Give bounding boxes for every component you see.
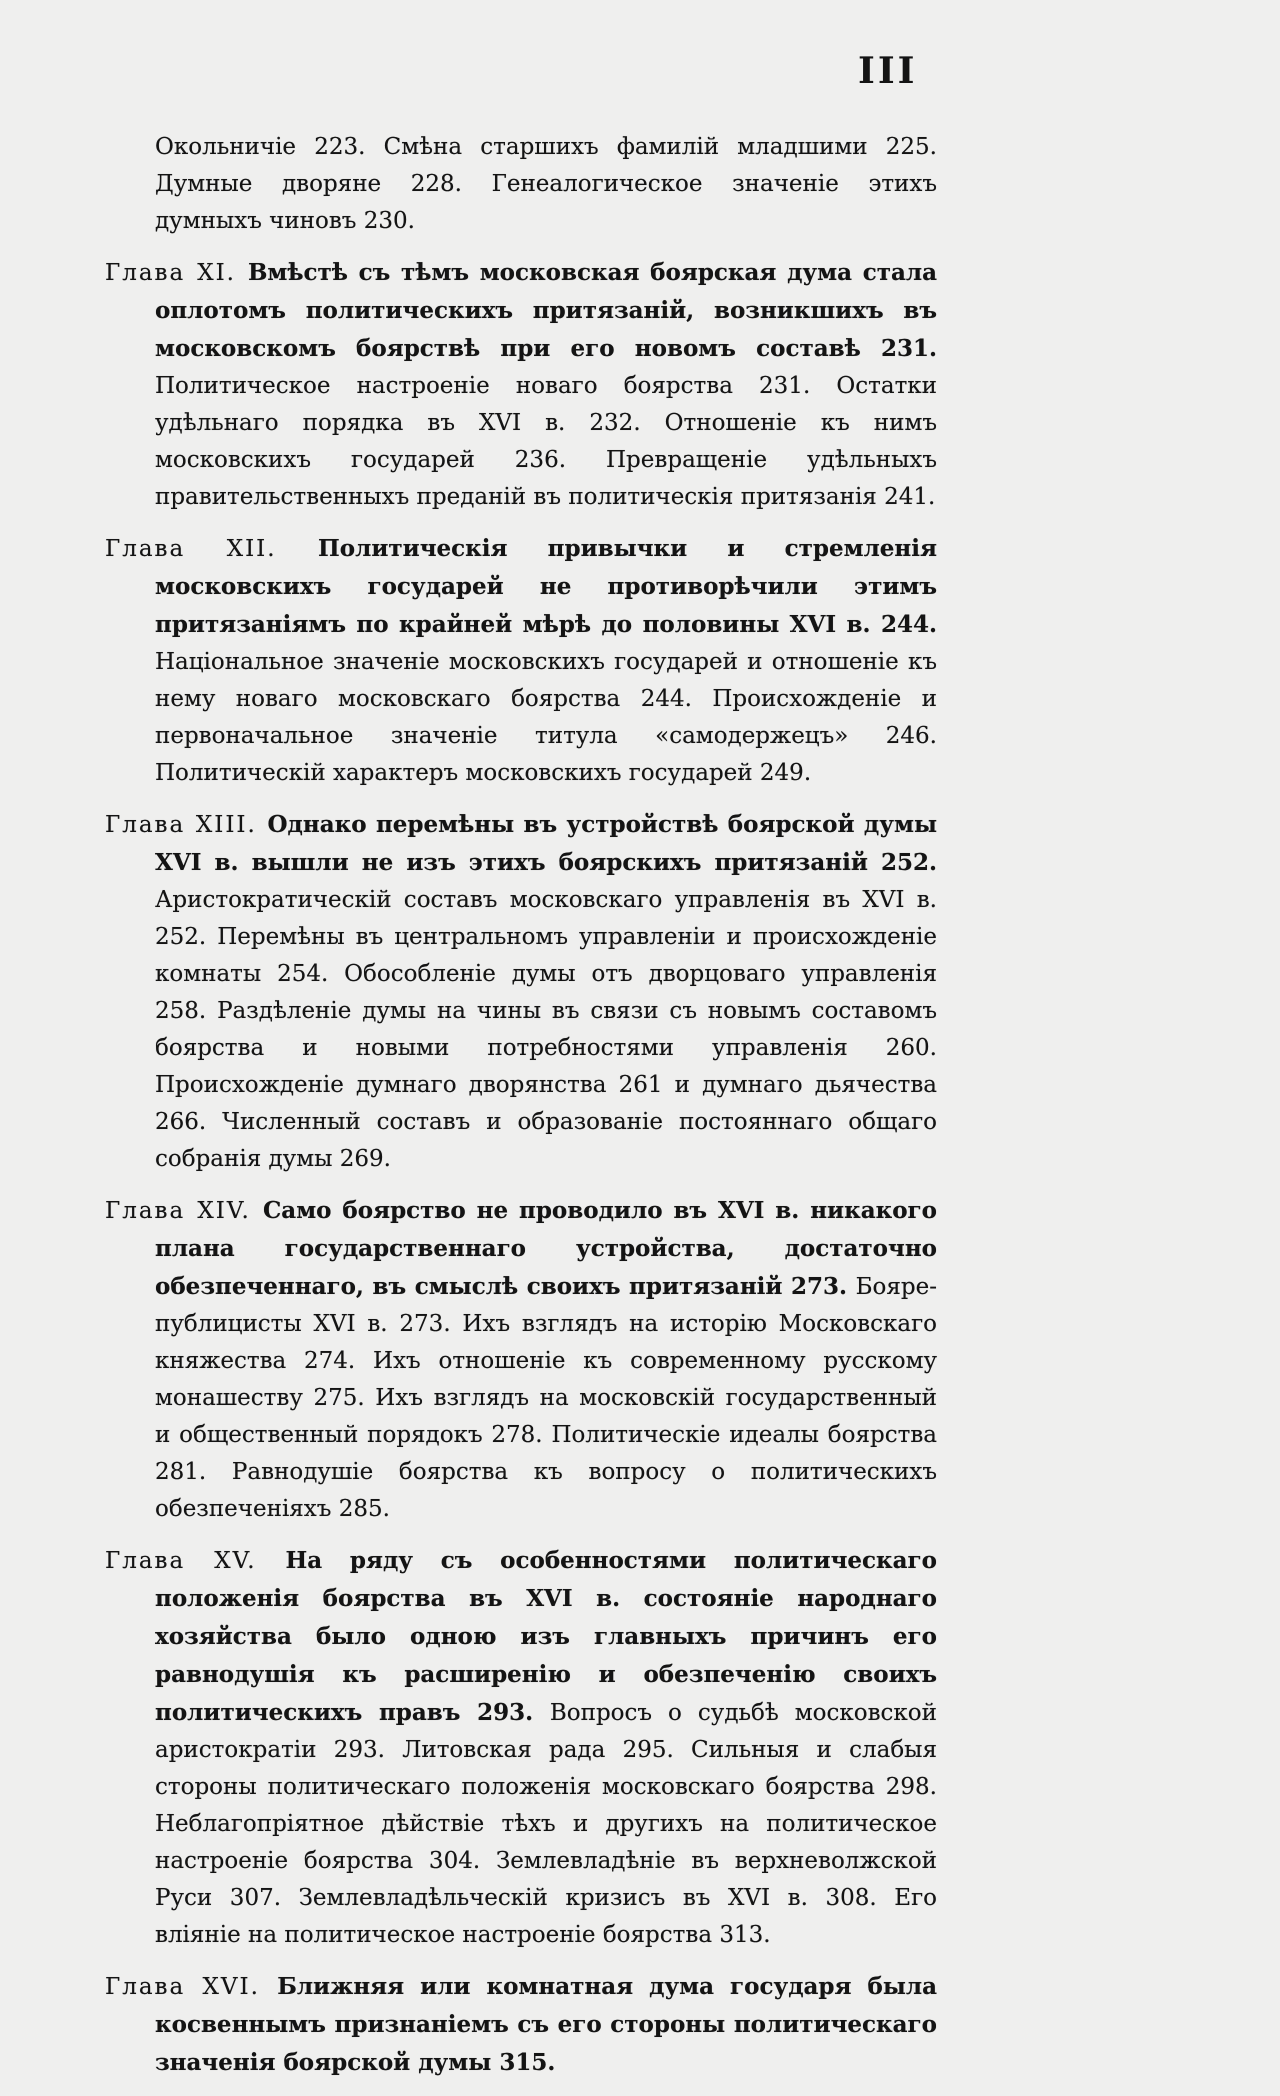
chapter-topics: Національное значеніе московскихъ государей и отношеніе къ нему новаго московскаго боярства 244. Происхожденіе и первоначальное значеніе титула «самодержецъ» 246. Политическій характеръ московскихъ государей 249. bbox=[155, 649, 937, 786]
chapter-label: Глава XVI. bbox=[105, 1974, 278, 2000]
chapter-topics: Аристократическій составъ московскаго управленія въ XVI в. 252. Перемѣны въ центральномъ управленіи и происхожденіе комнаты 254. Обособленіе думы отъ дворцоваго управленія 258. Раздѣленіе думы на чины въ связи съ новымъ составомъ боярства и новыми потребностями управленія 260. Происхожденіе думнаго дворянства 261 и думнаго дьячества 266. Численный составъ и образованіе постояннаго общаго собранія думы 269. bbox=[155, 887, 937, 1172]
toc-entry bbox=[105, 806, 937, 1178]
chapter-thesis: Само боярство не проводило въ XVI в. никакого плана государственнаго устройства, достаточно обезпеченнаго, въ смыслѣ своихъ притязаній 273. bbox=[155, 1197, 937, 1300]
chapter-thesis: На ряду съ особенностями политическаго положенія боярства въ XVI в. состояніе народнаго хозяйства было одною изъ главныхъ причинъ его равнодушія къ расширенію и обезпеченію своихъ политическихъ правъ 293. bbox=[155, 1547, 937, 1726]
toc-entry bbox=[105, 1542, 937, 1954]
chapter-label: Глава XIV. bbox=[105, 1198, 263, 1224]
chapter-label: Глава XIII. bbox=[105, 812, 268, 838]
chapter-thesis: Однако перемѣны въ устройствѣ боярской думы XVI в. вышли не изъ этихъ боярскихъ притязаній 252. bbox=[155, 811, 937, 876]
chapter-thesis: Ближняя или комнатная дума государя была косвеннымъ признаніемъ съ его стороны политическаго значенія боярской думы 315. bbox=[155, 1973, 937, 2076]
toc-entry bbox=[105, 1968, 937, 2082]
chapter-thesis: Политическія привычки и стремленія московскихъ государей не противорѣчили этимъ притязаніямъ по крайней мѣрѣ до половины XVI в. 244. bbox=[155, 535, 937, 638]
chapter-topics: Бояре-публицисты XVI в. 273. Ихъ взглядъ на исторію Московскаго княжества 274. Ихъ отношеніе къ современному русскому монашеству 275. Ихъ взглядъ на московскій государственный и общественный порядокъ 278. Политическіе идеалы боярства 281. Равнодушіе боярства къ вопросу о политическихъ обезпеченіяхъ 285. bbox=[155, 1274, 937, 1522]
chapter-label: Глава XI. bbox=[105, 260, 248, 286]
toc-entry bbox=[105, 1192, 937, 1528]
toc-entry bbox=[105, 530, 937, 792]
chapter-topics: Вопросъ о судьбѣ московской аристократіи 293. Литовская рада 295. Сильныя и слабыя стороны политическаго положенія московскаго боярства 298. Неблагопріятное дѣйствіе тѣхъ и другихъ на политическое настроеніе боярства 304. Землевладѣніе въ верхневолжской Руси 307. Землевладѣльческій кризисъ въ XVI в. 308. Его вліяніе на политическое настроеніе боярства 313. bbox=[155, 1700, 937, 1948]
toc-list bbox=[105, 128, 937, 2096]
chapter-label: Глава XV. bbox=[105, 1548, 286, 1574]
page-number: III bbox=[858, 50, 918, 92]
toc-entry bbox=[105, 128, 937, 240]
chapter-topics: Политическое настроеніе новаго боярства 231. Остатки удѣльнаго порядка въ XVI в. 232. Отношеніе къ нимъ московскихъ государей 236. Превращеніе удѣльныхъ правительственныхъ преданій въ политическія притязанія 241. bbox=[155, 373, 937, 510]
chapter-thesis: Вмѣстѣ съ тѣмъ московская боярская дума стала оплотомъ политическихъ притязаній, возникшихъ въ московскомъ боярствѣ при его новомъ составѣ 231. bbox=[155, 259, 937, 362]
chapter-label: Глава XII. bbox=[105, 536, 319, 562]
toc-entry bbox=[105, 254, 937, 516]
chapter-topics: Окольничіе 223. Смѣна старшихъ фамилій младшими 225. Думные дворяне 228. Генеалогическое значеніе этихъ думныхъ чиновъ 230. bbox=[155, 134, 937, 234]
